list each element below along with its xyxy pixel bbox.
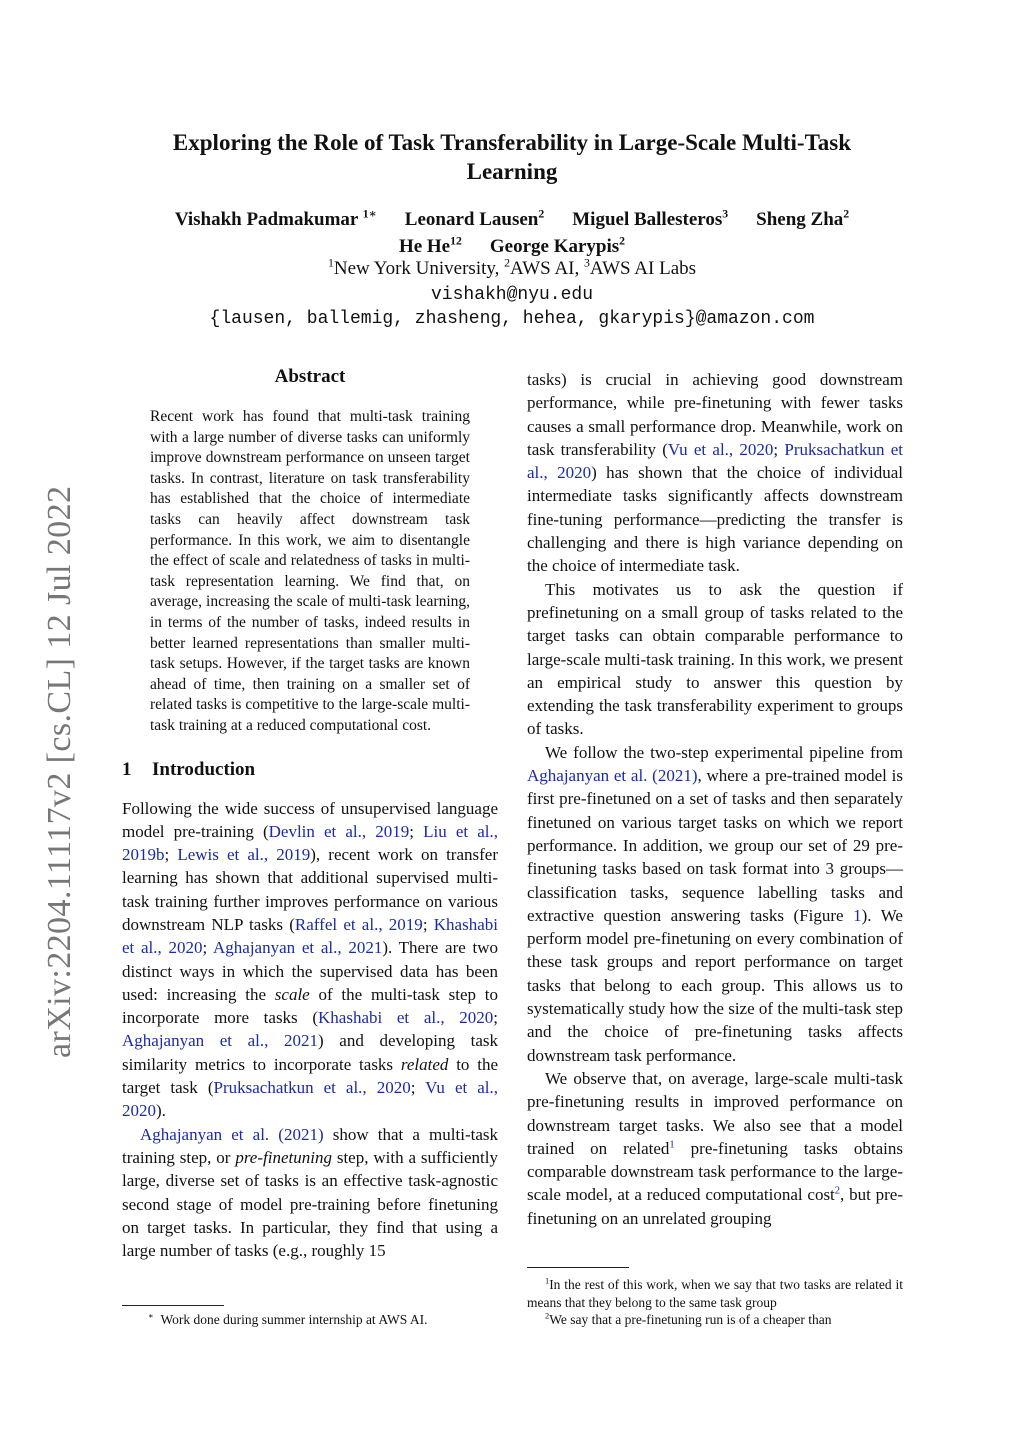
intro-paragraph-3: tasks) is crucial in achieving good downstream performance, while pre-finetuning with fewer tasks causes a small performance drop. Meanwhile, work on task transferability (Vu et al., 2020; Pruksachatkun et al., 2020) has shown that the choice of individual intermediate tasks significantly affects downstream fine-tuning performance—predicting the transfer is challenging and there is high variance depending on the choice of intermediate task.: [527, 370, 903, 576]
affiliations: $^1$New York University, $^2$AWS AI, $^3$AWS AI Labs: [327, 256, 697, 279]
right-column: [527, 368, 903, 1230]
author-4: Sheng Zha$^2$: [756, 207, 850, 230]
citation-link[interactable]: Aghajanyan et al., 2021: [122, 1031, 319, 1051]
figure-reference-link[interactable]: 1: [853, 905, 862, 925]
citation-link[interactable]: Aghajanyan et al. (2021): [140, 1124, 324, 1144]
intro-paragraph-1: Following the wide success of unsupervised language model pre-training (Devlin et al., 2019; Liu et al., 2019b; Lewis et al., 2019), recent work on transfer learning has shown that additional supervised multi-task training further improves performance on various downstream NLP tasks (Raffel et al., 2019; Khashabi et al., 2020; Aghajanyan et al., 2021). There are two distinct ways in which the supervised data has been used: increasing the scale of the multi-task step to incorporate more tasks (Khashabi et al., 2020; Aghajanyan et al., 2021) and developing task similarity metrics to incorporate tasks related to the target task (Pruksachatkun et al., 2020; Vu et al., 2020).: [122, 798, 499, 1121]
arxiv-identifier: arXiv:2204.11117v2 [cs.CL] 12 Jul 2022: [41, 485, 78, 1058]
intro-paragraph-2: Aghajanyan et al. (2021) show that a multi-task training step, or pre-finetuning step, with a sufficiently large, diverse set of tasks is an effective task-agnostic second stage of model pre-training before finetuning on target tasks. In particular, they find that using a large number of tasks (e.g., roughly 15: [122, 1124, 498, 1261]
intro-paragraph-4: This motivates us to ask the question if prefinetuning on a small group of tasks related to the target tasks can obtain comparable performance to large-scale multi-task training. In this work, we present an empirical study to answer this question by extending the task transferability experiment to groups of tasks.: [527, 579, 903, 739]
footnote-2: $^2$We say that a pre-finetuning run is of a cheaper than: [545, 1311, 832, 1327]
footnote-1: $^1$In the rest of this work, when we say that two tasks are related it means that they belong to the same task group: [527, 1276, 903, 1310]
citation-link[interactable]: Aghajanyan et al., 2021: [213, 938, 383, 958]
footnote-ref-1[interactable]: 1: [669, 1139, 675, 1151]
footnote-star: ∗ Work done during summer internship at AWS AI.: [148, 1311, 428, 1327]
citation-link[interactable]: Pruksachatkun et al., 2020: [527, 439, 903, 483]
citation-link[interactable]: Pruksachatkun et al., 2020: [213, 1078, 411, 1098]
author-list: [120, 206, 904, 260]
intro-paragraph-6: We observe that, on average, large-scale multi-task pre-finetuning results in improved performance on downstream target tasks. We also see that a model trained on related$^1$ pre-finetuning tasks obtains comparable downstream task performance to the large-scale model, at a reduced computational cost$^2$, but pre-finetuning on an unrelated grouping: [527, 1068, 903, 1228]
email-amazon: {lausen, ballemig, zhasheng, hehea, gkarypis}@amazon.com: [209, 309, 815, 329]
author-3: Miguel Ballesteros$^3$: [572, 207, 729, 230]
citation-link[interactable]: Raffel et al., 2019: [294, 914, 423, 934]
footnotes-right: [527, 1276, 903, 1329]
author-2: Leonard Lausen$^2$: [404, 207, 545, 230]
citation-link[interactable]: Aghajanyan et al. (2021): [527, 766, 698, 786]
abstract-heading: Abstract: [274, 366, 346, 387]
footnote-rule-left: [122, 1305, 224, 1306]
citation-link[interactable]: Liu et al., 2019b: [122, 821, 498, 865]
citation-link[interactable]: Vu et al., 2020: [122, 1078, 499, 1121]
email-nyu: vishakh@nyu.edu: [430, 285, 594, 305]
paper-title: Exploring the Role of Task Transferability in Large-Scale Multi-Task Learning: [172, 130, 852, 184]
abstract-text: Recent work has found that multi-task training with a large number of diverse tasks can uniformly improve downstream performance on unseen target tasks. In contrast, literature on task transferability has established that the choice of intermediate tasks can heavily affect downstream task performance. In this work, we aim to disentangle the effect of scale and relatedness of tasks in multi-task representation learning. We find that, on average, increasing the scale of multi-task learning, in terms of the number of tasks, indeed results in better learned representations than smaller multi-task setups. However, if the target tasks are known ahead of time, then training on a smaller set of related tasks is competitive to the large-scale multi-task training at a reduced computational cost.: [150, 408, 470, 734]
intro-paragraph-5: We follow the two-step experimental pipeline from Aghajanyan et al. (2021), where a pre-trained model is first pre-finetuned on a set of tasks and then separately finetuned on various target tasks on which we report performance. In addition, we group our set of 29 pre-finetuning tasks based on task format into 3 groups—classification tasks, sequence labelling tasks and extractive question answering tasks (Figure 1). We perform model pre-finetuning on every combination of these task groups and report performance on target tasks that belong to each group. This allows us to systematically study how the size of the multi-task step and the choice of pre-finetuning tasks affects downstream task performance.: [527, 742, 903, 1065]
citation-link[interactable]: Vu et al., 2020: [667, 439, 774, 459]
section-heading-introduction: 1 Introduction: [122, 758, 256, 780]
author-5: He He$^{12}$: [398, 234, 462, 257]
citation-link[interactable]: Khashabi et al., 2020: [122, 914, 498, 958]
footnote-rule-right: [527, 1267, 629, 1268]
citation-link[interactable]: Devlin et al., 2019: [268, 821, 410, 841]
citation-link[interactable]: Khashabi et al., 2020: [318, 1008, 494, 1028]
footnote-ref-2[interactable]: 2: [834, 1185, 841, 1197]
citation-link[interactable]: Lewis et al., 2019: [177, 845, 311, 865]
left-column: [122, 364, 498, 1262]
author-6: George Karypis$^2$: [489, 234, 626, 257]
author-1: Vishakh Padmakumar $^{1∗}$: [174, 207, 377, 230]
